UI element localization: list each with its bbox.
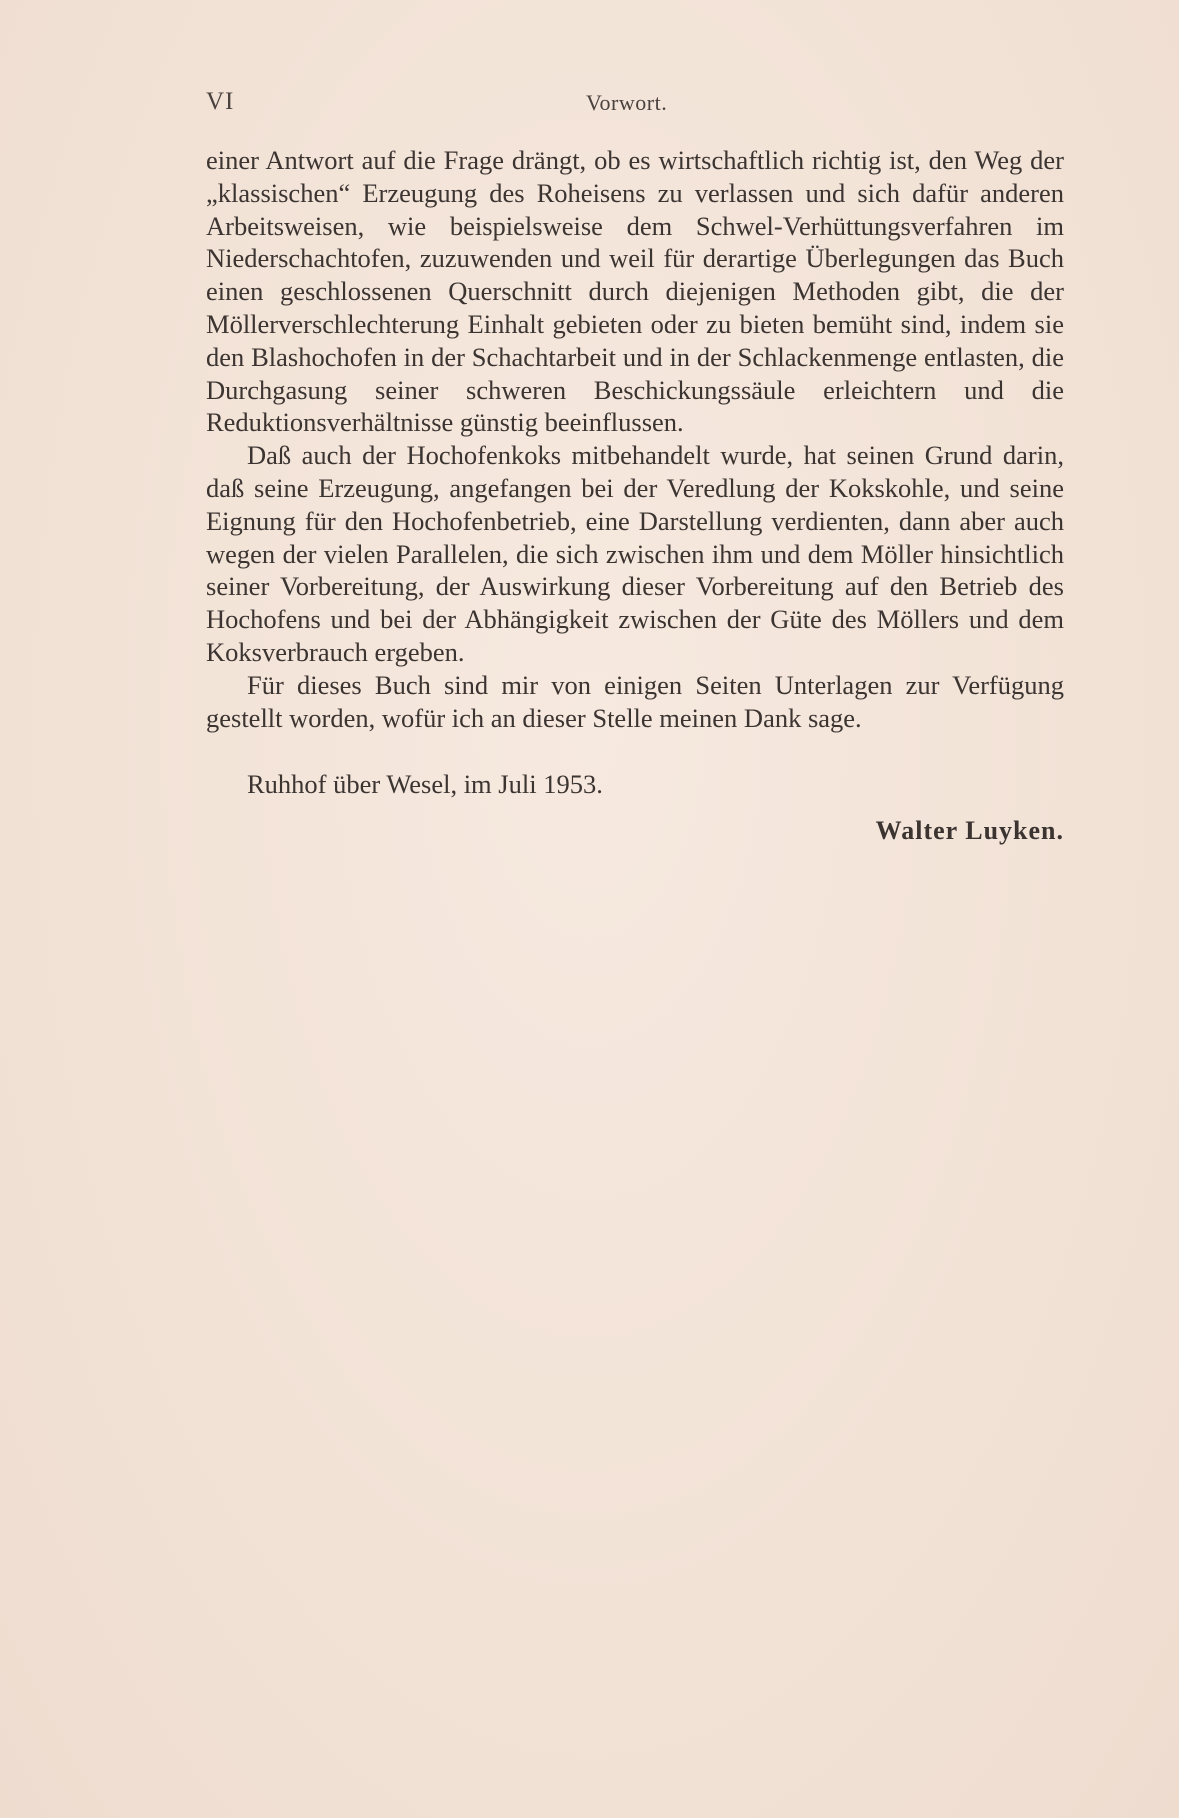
running-title: Vorwort. bbox=[586, 90, 668, 115]
paragraph-hochofenkoks: Daß auch der Hochofenkoks mitbehandelt wurde, hat seinen Grund darin, daß seine Erzeugung, angefangen bei der Veredlung der Kokskohle, und seine Eignung für den Hochofenbetrieb, eine Darstellung verdienten, dann aber auch wegen der vielen Parallelen, die sich zwischen ihm und dem Möller hinsichtlich seiner Vorbereitung, der Auswirkung dieser Vorbereitung auf den Betrieb des Hochofens und bei der Abhängigkeit zwischen der Güte des Möllers und dem Koksverbrauch ergeben. bbox=[206, 440, 1064, 667]
page-number: VI bbox=[206, 88, 235, 115]
preface-body bbox=[206, 144, 1064, 734]
paragraph-continuation: einer Antwort auf die Frage drängt, ob es wirtschaftlich richtig ist, den Weg der „klassischen“ Erzeugung des Roheisens zu verlassen und sich dafür anderen Arbeitsweisen, wie beispielsweise dem Schwel-Verhüttungsverfahren im Niederschachtofen, zuzuwenden und weil für derartige Überlegungen das Buch einen geschlossenen Querschnitt durch diejenigen Methoden gibt, die der Möllerverschlechterung Einhalt gebieten oder zu bieten bemüht sind, indem sie den Blashochofen in der Schachtarbeit und in der Schlackenmenge entlasten, die Durchgasung seiner schweren Beschickungssäule erleichtern und die Reduktionsverhältnisse günstig beeinflussen. bbox=[206, 145, 1064, 438]
page-header bbox=[206, 88, 1064, 124]
author-signature: Walter Luyken. bbox=[875, 816, 1064, 846]
paragraph-acknowledgement: Für dieses Buch sind mir von einigen Seiten Unterlagen zur Verfügung gestellt worden, wofür ich an dieser Stelle meinen Dank sage. bbox=[206, 669, 1064, 733]
page bbox=[206, 88, 1064, 848]
closing-block bbox=[206, 768, 1064, 848]
place-date: Ruhhof über Wesel, im Juli 1953. bbox=[247, 769, 603, 800]
